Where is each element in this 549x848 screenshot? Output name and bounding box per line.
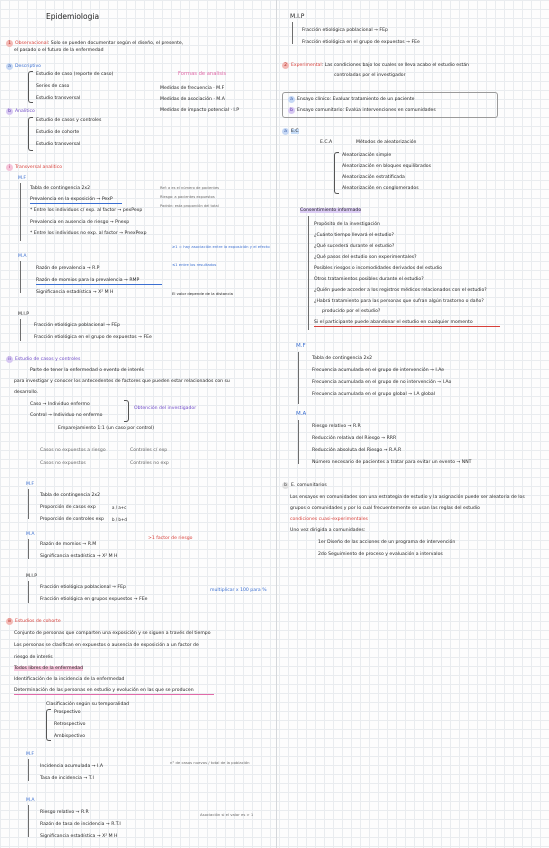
com-item-2: 2do Seguimiento de proceso y evaluación a intervalos	[318, 552, 443, 557]
cohorte-class: Clasificación según su temporalidad	[46, 702, 130, 707]
mip-item-2: Fracción etiológica en el grupo de expuestos → FEe	[34, 335, 152, 340]
observacional-label: Observacional	[15, 41, 48, 46]
casos-bottom-3: Casos no expuestos	[40, 461, 86, 466]
ec-brace	[334, 152, 339, 194]
experimental-heading	[282, 62, 469, 69]
ec-tag: E.C	[291, 129, 299, 134]
right-mf-2: Frecuencia acumulada en el grupo de intervención → I.Ae	[312, 368, 445, 373]
com-item-1: 1er Diseño de las acciones de un programa de intervención	[318, 540, 456, 545]
right-ma-line	[298, 420, 299, 464]
conc-item-1: Propósito de la investigación	[314, 222, 380, 227]
ec-item-4: Aleatorización en conglomerados	[342, 186, 419, 191]
ma-item-1: Razón de prevalencia → R.P	[36, 266, 100, 271]
casos-text2: para investigar y conocer los antecedentes de factores que pueden estar relacionados con su	[14, 379, 230, 384]
com-line-1: Los ensayos en comunidades son una estrategia de estudio y la asignación puede ser aleatoria de los	[290, 495, 525, 500]
cohorte-mf-line	[28, 759, 29, 781]
cohorte-ma-note: Asociación si el valor es > 1	[200, 812, 254, 817]
cohorte-line-4	[14, 666, 83, 671]
casos-ma-1: Razón de momios → R.M	[40, 542, 97, 547]
exp-item-2	[288, 107, 436, 114]
conc-item-4: ¿Qué pasos del estudio son experimentales?	[314, 255, 417, 260]
observacional-heading	[6, 40, 183, 47]
cohorte-mf-note: n° de casos nuevos / total de la población	[170, 760, 250, 765]
casos-mip-tag: M.I.P	[26, 574, 38, 579]
trans-item-2: Prevalencia en la exposición → PexP	[30, 197, 113, 202]
ma-item-3: Significancia estadística → X² M H	[36, 290, 114, 295]
exp-item-1	[288, 96, 414, 103]
number-b-icon: b	[6, 108, 13, 115]
ec-heading	[282, 128, 299, 135]
cohorte-ma-1: Riesgo relativo → R.R	[40, 810, 89, 815]
number-b-icon: b	[288, 107, 295, 114]
com-line-4: Uno vez dirigida a comunidades:	[290, 528, 366, 533]
right-mf-3: Frecuencia acumulada en el grupo de no intervención → I.Ao	[312, 380, 452, 385]
cohorte-mf-tag: M.F	[26, 752, 35, 757]
casos-frac-2: b / b+d	[112, 517, 127, 522]
casos-text: Parte de tener la enfermedad o evento de interés	[30, 368, 144, 373]
transversal-mip-tag: M.I.P	[18, 312, 30, 317]
ma-item-2-underline	[36, 284, 162, 285]
desc-item-1: Estudio de caso (reporte de caso)	[36, 72, 114, 77]
conc-item-3: ¿Qué sucederá durante el estudio?	[314, 244, 395, 249]
conc-item-5: Posibles riesgos o incomodidades derivados del estudio	[314, 266, 442, 271]
casos-mf-2: Proporción de casos exp	[40, 505, 96, 510]
conc-line	[308, 216, 309, 330]
number-2-icon: 2	[282, 62, 289, 69]
experimental-text2: controladas por el investigador	[334, 73, 406, 78]
ec-item-3: Aleatorización estratificada	[342, 175, 405, 180]
cohorte-ma-2: Razón de tasa de incidencia → R.T.I	[40, 822, 121, 827]
cohorte-line-6-underline	[14, 694, 214, 695]
cohorte-types-brace	[46, 709, 51, 741]
casos-text3: desarrollo.	[14, 390, 39, 395]
cohorte-line-1: Conjunto de personas que comparten una exposición y se siguen a través del tiempo	[14, 631, 211, 636]
transversal-ma-line	[20, 261, 21, 293]
number-1-icon: 1	[6, 40, 13, 47]
right-ma-1: Riesgo relativo → R.R	[312, 424, 361, 429]
descriptivo-label: Descriptivo	[15, 64, 41, 69]
number-ii-icon: ii	[6, 356, 13, 363]
desc-item-3: Estudio transversal	[36, 96, 81, 101]
number-a-icon: a	[282, 128, 289, 135]
casos-tree-brace	[124, 400, 129, 422]
right-ma-3: Reducción absoluta del Riesgo → R.A.R	[312, 448, 402, 453]
com-line-2: grupos o comunidades y por lo cual frecuentemente se usan las reglas del estudio	[290, 506, 480, 511]
casos-mip-note: multiplicar x 100 para %	[210, 588, 267, 593]
ec-sub: E.C.A	[320, 140, 333, 145]
ma-note-2: ≤1 entre los resultados	[172, 262, 217, 267]
casos-mip-2: Fracción etiológica en grupos expuestos → FEe	[40, 597, 148, 602]
casos-mf-tag: M.F	[26, 482, 35, 487]
trans-note-3: Padrón: esta proporción del total	[160, 204, 219, 208]
column-divider	[276, 0, 277, 848]
conc-item-7: ¿Quién puede acceder a los registros médicos relacionados con el estudio?	[314, 288, 487, 293]
ma-note-3: El valor depende de la distancia	[172, 291, 233, 296]
conc-item-10: Si el participante puede abandonar el estudio en cualquier momento	[314, 320, 473, 325]
trans-note-1: Ref: a es el número de pacientes	[160, 186, 220, 190]
cohorte-line-4-text: Todos libres de la enfermedad	[14, 666, 84, 671]
cohorte-line-2: Los personas se clasifican en expuestos o ausencia de exposición a un factor de	[14, 643, 199, 648]
descriptivo-heading	[6, 63, 41, 70]
right-mip-line	[292, 22, 293, 44]
analitico-item-1: Estudio de casos y controles	[36, 118, 102, 123]
trans-item-5: * Entre los individuos no exp. al factor → PnexPexp	[30, 231, 147, 236]
transversal-ma-tag: M.A	[18, 254, 27, 259]
desc-item-2: Series de caso	[36, 84, 70, 89]
formas-title: Formas de analisis	[178, 71, 227, 77]
com-line-3	[290, 517, 368, 522]
trans-item-2-underline	[30, 203, 122, 204]
ma-note-1: ≥1 = hay asociación entre la exposición y el efecto	[172, 244, 270, 249]
casos-frac-1: a / a+c	[112, 505, 127, 510]
casos-bottom-4: Controles no exp	[130, 461, 169, 466]
casos-mf-1: Tabla de contingencia 2x2	[40, 493, 101, 498]
conc-item-6: Otros tratamientos posibles durante el estudio?	[314, 277, 424, 282]
transversal-label: Transversal analitico	[15, 165, 63, 170]
cohorte-label: Estudios de cohorte	[15, 619, 61, 624]
cohorte-ma-line	[28, 805, 29, 837]
cohorte-type-3: Ambispectivo	[54, 734, 86, 739]
casos-mip-1: Fracción etiológica poblacional → FEp	[40, 585, 126, 590]
analitico-item-3: Estudio transversal	[36, 142, 81, 147]
casos-label: Estudio de casos y controles	[15, 357, 81, 362]
ec-desc: Métodos de aleatorización	[356, 140, 417, 145]
mip-item-1: Fracción etiológica poblacional → FEp	[34, 323, 120, 328]
number-i-icon: i	[6, 164, 13, 171]
casos-ma-tag: M.A	[26, 532, 35, 537]
formas-item-2: Medidas de asociación · M.A	[160, 97, 225, 102]
transversal-mf-tag: M.F	[18, 176, 27, 181]
comunitarios-label: E. comunitarios	[291, 483, 327, 488]
right-mf-1: Tabla de contingencia 2x2	[312, 356, 373, 361]
cohorte-line-6: Determinación de las personas en estudio y evolución en las que se producen	[14, 688, 194, 693]
casos-side-note: Obtención del investigador	[134, 406, 197, 411]
casos-tree-1: Caso → Individuo enfermo	[30, 402, 90, 407]
casos-mf-line	[28, 489, 29, 519]
analitico-heading	[6, 108, 35, 115]
observacional-text2: el pasado o el futuro de la enfermedad	[14, 48, 104, 53]
trans-note-2: Riesgo: a pacientes expuestos	[160, 195, 215, 199]
right-mip-1: Fracción etiológica poblacional → FEp	[302, 28, 388, 33]
casos-bottom-2: Controles c/ exp	[130, 448, 168, 453]
exp-item-2-text: Ensayo comunitario: Evalúa intervenciones en comunidades	[297, 108, 436, 113]
right-mf-line	[298, 352, 299, 404]
conc-title: Consentimiento informado	[300, 208, 362, 213]
formas-item-1: Medidas de frecuencia · M.F	[160, 86, 225, 91]
conc-item-9: producido por el estudio?	[322, 309, 381, 314]
cohorte-mf-1: Incidencia acumulada → I.A	[40, 764, 103, 769]
formas-item-3: Medidas de impacto potencial · I.P	[160, 108, 239, 113]
casos-tree-2: Control → Individuo no enfermo	[30, 413, 103, 418]
page-title: Epidemiologia	[46, 12, 100, 21]
casos-mip-line	[28, 581, 29, 603]
cohorte-line-3: riesgo de interés	[14, 655, 53, 660]
number-b-icon: b	[282, 482, 289, 489]
number-a-icon: a	[6, 63, 13, 70]
conc-item-10-underline	[314, 326, 500, 327]
experimental-text: : Las condiciones bajo los cuales se lleva acabo el estudio están	[321, 63, 470, 68]
comunitarios-heading	[282, 482, 327, 489]
cohorte-type-2: Retrospectivo	[54, 722, 86, 727]
casos-heading	[6, 356, 80, 363]
descriptivo-brace	[28, 71, 33, 103]
ec-item-2: Aleatorización en bloques equilibrados	[342, 164, 431, 169]
transversal-mip-line	[20, 319, 21, 341]
right-mf-4: Frecuencia acumulada en el grupo global → I.A global	[312, 392, 435, 397]
transversal-heading	[6, 164, 62, 171]
analitico-label: Analitico	[15, 109, 35, 114]
conc-item-2: ¿Cuánto tiempo llevará el estudio?	[314, 233, 394, 238]
right-ma-tag: M.A	[296, 411, 307, 417]
right-mf-tag: M.F	[296, 343, 306, 349]
conc-item-8: ¿Habrá tratamiento para las personas que sufran algún trastorno o daño?	[314, 299, 484, 304]
casos-ma-line	[28, 539, 29, 559]
transversal-mf-line	[20, 183, 21, 241]
right-mip-tag: M.I.P	[290, 13, 305, 20]
analitico-brace	[28, 117, 33, 151]
trans-item-4: Prevalencia en ausencia de riesgo → Pnexp	[30, 220, 130, 225]
observacional-text: : Solo se pueden documentar según el diseño, el presente,	[47, 41, 184, 46]
trans-item-1: Tabla de contingencia 2x2	[30, 186, 91, 191]
ec-item-1: Aleatorización simple	[342, 153, 392, 158]
casos-ma-2: Significancia estadística → X² M H	[40, 554, 118, 559]
cohorte-line-5: Identificación de la incidencia de la enfermedad	[14, 677, 125, 682]
casos-ma-note: >1 factor de riesgo	[148, 536, 193, 541]
right-mip-2: Fracción etiológica en el grupo de expuestos → FEe	[302, 40, 420, 45]
trans-item-3: * Entre los individuos c/ exp. al factor → pexPexp	[30, 208, 143, 213]
casos-mf-3: Proporción de controles exp	[40, 517, 104, 522]
cohorte-ma-3: Significancia estadística → X² M H	[40, 834, 118, 839]
ma-item-2: Razón de momios para la prevalencia → RMP	[36, 278, 140, 283]
right-ma-2: Reducción relativa del Riesgo → RRR	[312, 436, 397, 441]
number-a-icon: a	[288, 96, 295, 103]
cohorte-ma-tag: M.A	[26, 798, 35, 803]
cohorte-heading	[6, 618, 61, 625]
number-iii-icon: iii	[7, 619, 12, 624]
casos-bottom-1: Casos no expuestos a riesgo	[40, 448, 106, 453]
analitico-item-2: Estudio de cohorte	[36, 130, 80, 135]
right-ma-4: Número necesario de pacientes a tratar para evitar un evento → NNT	[312, 460, 472, 465]
casos-tree-3: Emparejamiento 1:1 (un caso por control)	[58, 426, 155, 431]
cohorte-mf-2: Tasa de incidencia → T.I	[40, 776, 94, 781]
exp-item-1-text: Ensayo clínico: Evaluar tratamiento de un paciente	[297, 97, 415, 102]
com-line-3-text: condiciones cuasi-experimentales	[290, 517, 368, 522]
experimental-label: Experimental	[291, 63, 322, 68]
cohorte-type-1: Prospectivo	[54, 710, 81, 715]
conc-title-wrap	[300, 208, 361, 213]
